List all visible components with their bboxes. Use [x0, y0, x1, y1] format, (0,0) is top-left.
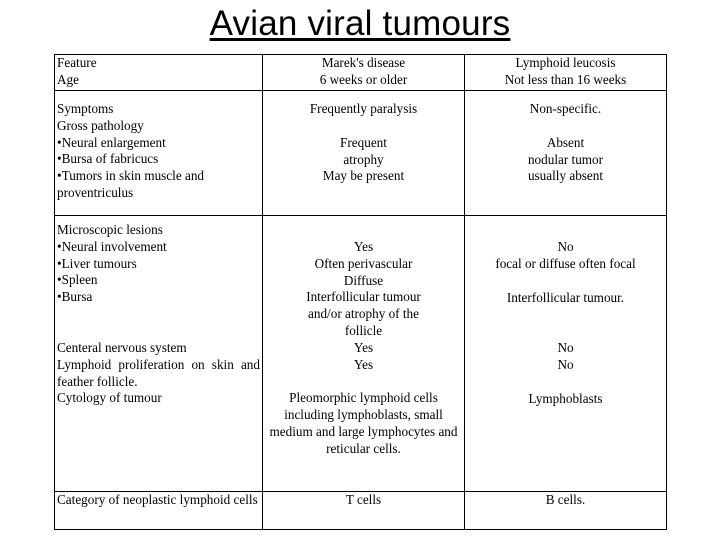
mareks-liver: Often perivascular: [314, 255, 413, 271]
cell-leucosis-microscopic: [465, 216, 667, 492]
comparison-table: [54, 54, 667, 530]
table-row-symptoms: [55, 91, 667, 216]
mareks-neural-involvement: Yes: [353, 239, 374, 254]
mareks-skin: May be present: [322, 168, 405, 184]
leucosis-neural-involvement: No: [557, 239, 574, 254]
leucosis-liver: focal or diffuse often focal: [495, 255, 636, 271]
label-age: Age: [57, 71, 79, 87]
label-neural-involvement: • Neural involvement: [57, 239, 260, 256]
mareks-neural: Frequent: [340, 134, 387, 150]
label-feature: Feature: [57, 55, 97, 70]
table-row-category: [55, 492, 667, 530]
label-microscopic-lesions: Microscopic lesions: [57, 222, 163, 237]
cell-mareks-category: [263, 492, 465, 530]
mareks-follicle: follicle: [344, 322, 383, 338]
cell-symptoms: [55, 91, 263, 216]
mareks-cns: Yes: [353, 339, 374, 355]
table-row-header: [55, 55, 667, 91]
cell-leucosis-header: [465, 55, 667, 91]
leucosis-age: Not less than 16 weeks: [504, 71, 627, 87]
label-gross-pathology: Gross pathology: [57, 117, 144, 133]
label-cytology: Cytology of tumour: [57, 390, 162, 406]
cell-mareks-symptoms: [263, 91, 465, 216]
label-liver-tumours: • Liver tumours: [57, 256, 260, 273]
page-title: Avian viral tumours: [209, 4, 511, 43]
cell-microscopic: [55, 216, 263, 492]
label-skin-muscle-tumors: • Tumors in skin muscle and proventriculus: [57, 168, 260, 202]
label-symptoms: Symptoms: [57, 101, 114, 116]
mareks-spleen: Diffuse: [343, 272, 384, 288]
leucosis-skin-proliferation: No: [557, 357, 574, 373]
cell-mareks-header: [263, 55, 465, 91]
header-mareks: Marek's disease: [321, 55, 406, 70]
leucosis-nonspecific: Non-specific.: [529, 101, 602, 116]
mareks-cytology: Pleomorphic lymphoid cells including lymphoblasts, small medium and large lymphocytes and reticular cells.: [269, 390, 458, 456]
cell-leucosis-category: [465, 492, 667, 530]
mareks-category: T cells: [345, 492, 382, 507]
header-leucosis: Lymphoid leucosis: [515, 55, 616, 70]
mareks-bursa-atrophy: and/or atrophy of the: [308, 306, 419, 322]
cell-category: [55, 492, 263, 530]
label-bursa-of-fabricius: • Bursa of fabricucs: [57, 151, 260, 168]
leucosis-cns: No: [557, 340, 574, 356]
leucosis-bursa: nodular tumor: [527, 151, 604, 167]
label-category: Category of neoplastic lymphoid cells: [57, 492, 258, 507]
cell-feature: [55, 55, 263, 91]
cell-leucosis-symptoms: [465, 91, 667, 216]
mareks-bursa-micro: Interfollicular tumour: [306, 289, 421, 305]
leucosis-cytology: Lymphoblasts: [528, 390, 603, 406]
leucosis-skin: usually absent: [527, 168, 604, 184]
mareks-bursa: atrophy: [343, 151, 384, 167]
label-lymphoid-proliferation: Lymphoid proliferation on skin and feather follicle.: [57, 356, 260, 389]
label-cns: Centeral nervous system: [57, 339, 187, 355]
leucosis-category: B cells.: [545, 492, 586, 507]
mareks-age: 6 weeks or older: [319, 71, 408, 87]
table-row-microscopic: [55, 216, 667, 492]
mareks-paralysis: Frequently paralysis: [309, 101, 418, 116]
leucosis-bursa-micro: Interfollicular tumour.: [506, 289, 625, 305]
label-spleen: • Spleen: [57, 272, 260, 289]
mareks-skin-proliferation: Yes: [353, 356, 374, 372]
label-bursa: • Bursa: [57, 289, 260, 306]
cell-mareks-microscopic: [263, 216, 465, 492]
leucosis-neural: Absent: [546, 134, 585, 150]
label-neural-enlargement: • Neural enlargement: [57, 135, 260, 152]
